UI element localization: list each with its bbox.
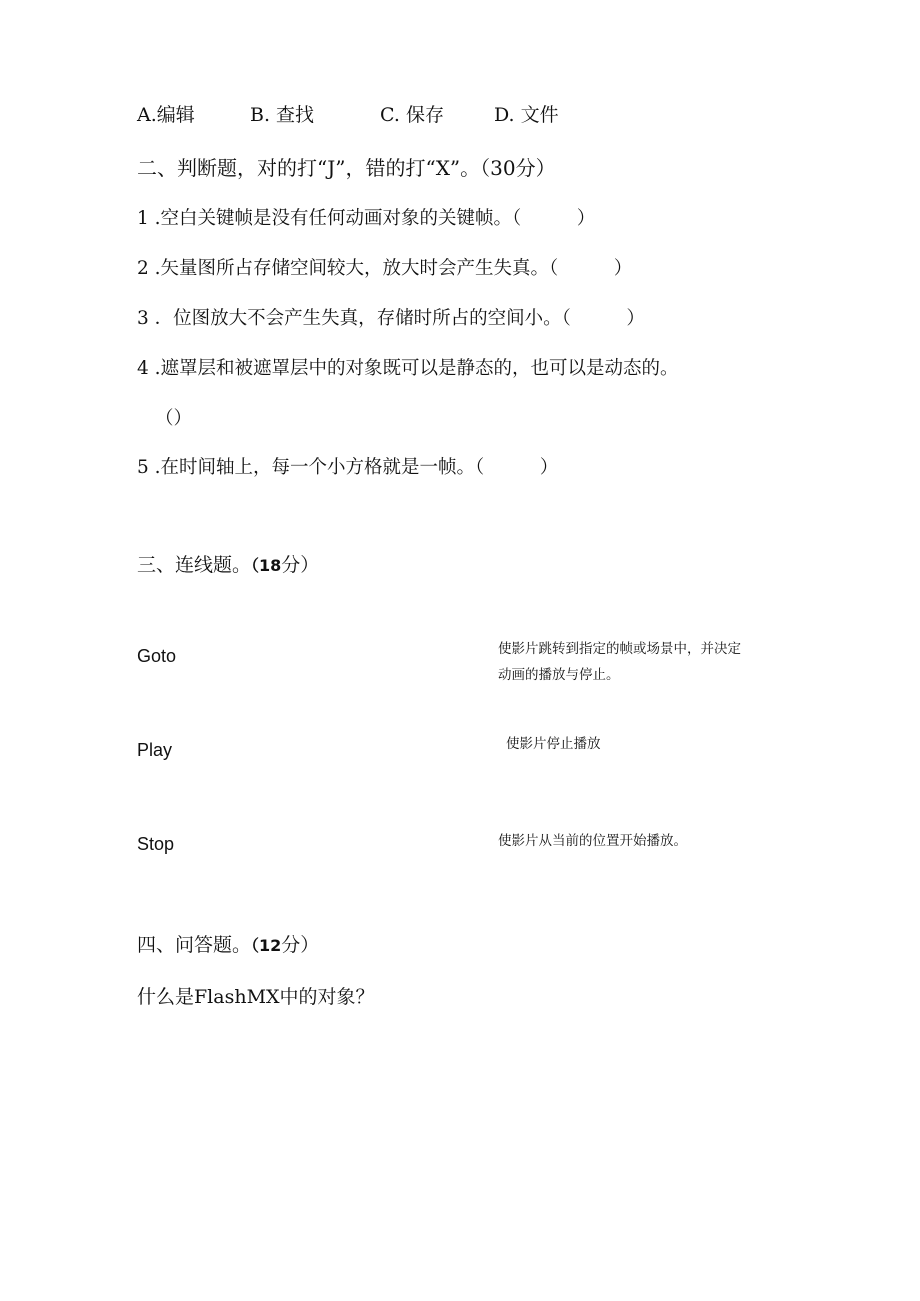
section2-title: 二、判断题，对的打“J”，错的打“X”。（30分） xyxy=(137,156,556,180)
item-text: .在时间轴上，每一个小方格就是一帧。（ ） xyxy=(154,457,559,478)
judgment-item-4-answer: （） xyxy=(155,408,193,429)
item-text: ．位图放大不会产生失真，存储时所占的空间小。（ ） xyxy=(154,308,645,329)
section3-title xyxy=(137,550,319,577)
judgment-item-5 xyxy=(137,453,558,479)
section4-title-score: （12 xyxy=(251,936,282,955)
match-desc-1-line1: 使影片跳转到指定的帧或场景中，并决定 xyxy=(498,641,741,657)
item-number: 4 xyxy=(137,358,149,379)
match-desc-1-line2: 动画的播放与停止。 xyxy=(498,667,620,683)
judgment-item-3 xyxy=(137,304,645,330)
option-b: B. 查找 xyxy=(250,104,315,126)
item-text: .矢量图所占存储空间较大，放大时会产生失真。（ ） xyxy=(154,258,633,279)
section3-title-suffix: 分） xyxy=(281,554,320,576)
item-text: .空白关键帧是没有任何动画对象的关键帧。（ ） xyxy=(154,208,596,229)
section4-title-suffix: 分） xyxy=(281,934,320,956)
item-number: 3 xyxy=(137,308,149,329)
judgment-item-1 xyxy=(137,204,595,230)
match-term-play: Play xyxy=(137,740,173,760)
match-desc-3: 使影片从当前的位置开始播放。 xyxy=(498,833,687,849)
section4-title xyxy=(137,930,319,957)
judgment-item-2 xyxy=(137,254,632,280)
option-a: A.编辑 xyxy=(137,104,195,126)
item-text: .遮罩层和被遮罩层中的对象既可以是静态的，也可以是动态的。 xyxy=(154,358,679,379)
item-number: 5 xyxy=(137,457,149,478)
match-desc-2: 使影片停止播放 xyxy=(506,736,601,752)
section4-question: 什么是FlashMX中的对象？ xyxy=(137,986,375,1008)
match-term-stop: Stop xyxy=(137,834,175,854)
section4-title-prefix: 四、问答题。 xyxy=(137,934,252,956)
section3-title-prefix: 三、连线题。 xyxy=(137,554,252,576)
match-term-goto: Goto xyxy=(137,646,177,666)
item-number: 1 xyxy=(137,208,149,229)
judgment-item-4 xyxy=(137,354,679,380)
option-d: D. 文件 xyxy=(494,104,559,126)
match-desc-1 xyxy=(498,636,741,688)
item-number: 2 xyxy=(137,258,149,279)
section3-title-score: （18 xyxy=(251,556,282,575)
option-c: C. 保存 xyxy=(380,104,444,126)
